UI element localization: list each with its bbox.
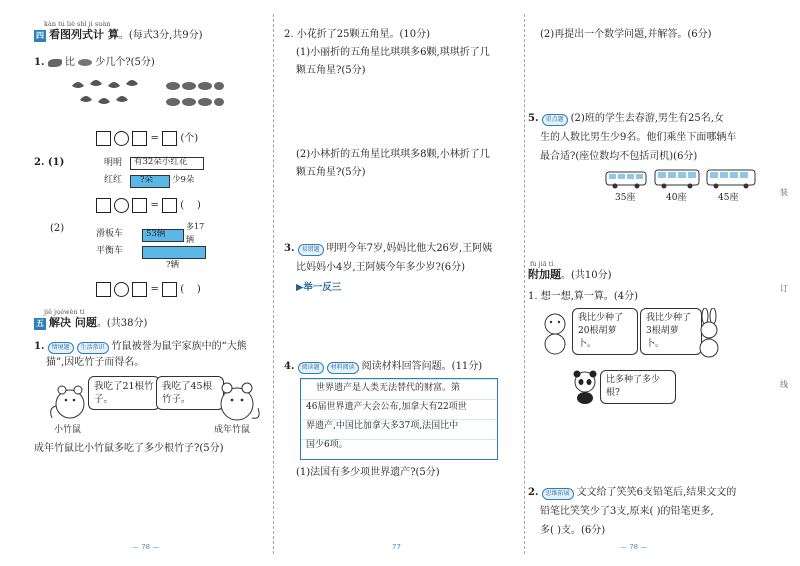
birds-illustration [70, 78, 160, 112]
answer-box[interactable] [162, 131, 177, 146]
answer-box[interactable] [162, 198, 177, 213]
fish-icon [78, 59, 92, 66]
q2-less-label: 少9朵 [172, 175, 195, 185]
m-q2-1b: 颗五角星?(5分) [296, 65, 366, 76]
answer-box[interactable] [132, 131, 147, 146]
answer-box[interactable] [162, 282, 177, 297]
tag-reading: 阅读题 [298, 362, 324, 374]
section-5-badge: 五 [36, 319, 44, 328]
e1-head: 1. 想一想,算一算。(4分) [528, 291, 639, 302]
sheep-icon [540, 310, 570, 356]
m-q4-mat4: 国少6项。 [306, 440, 348, 450]
m-q2-2b: 颗五角星?(5分) [296, 167, 366, 178]
binding-mark-1: 装 [780, 188, 788, 197]
panda-icon [572, 370, 598, 404]
p1-line1: 1. 情境题 生活常识 竹鼠被誉为鼠宇家族中的“大熊 [34, 341, 247, 352]
operator-circle[interactable] [114, 282, 129, 297]
q2b-more-label: 多17辆 [186, 222, 205, 244]
bus-icon-3 [706, 168, 756, 190]
answer-box[interactable] [96, 131, 111, 146]
m-q4-1: (1)法国有多少项世界遗产?(5分) [296, 467, 440, 478]
column-divider-left [273, 14, 274, 554]
e2-a: 2. 思维拓展 文文给了笑笑6支铅笔后,结果文文的 [528, 487, 737, 498]
page-number-right: — 78 — [620, 543, 648, 551]
name-small-rat: 小竹鼠 [54, 425, 82, 435]
pinyin-section-4: kàn tú liè shì jì suàn [44, 20, 111, 28]
q2b-q-label: ?辆 [166, 260, 180, 270]
extra-heading: 附加题。(共10分) [528, 268, 612, 281]
bus-label-2: 40座 [666, 193, 687, 203]
q2-label: 2. (1) [34, 157, 65, 168]
tag-material: 材料阅读 [327, 362, 359, 374]
pinyin-extra: fù jiā tí [530, 260, 554, 268]
bus-icon-2 [654, 168, 700, 190]
bird-icon [48, 59, 62, 67]
page-number-left: — 78 — [132, 543, 160, 551]
binding-mark-2: 订 [780, 284, 788, 293]
r-q5-c: 最合适?(座位数均不包括司机)(6分) [540, 151, 698, 162]
section-4-badge: 四 [36, 31, 44, 40]
section-5-heading: 五 解决 问题。(共38分) [36, 316, 148, 329]
p1-line2: 猫”,因吃竹子而得名。 [46, 357, 145, 368]
q2-hong-label: 红红 [104, 175, 123, 185]
m-q3-b: 比妈妈小4岁,王阿姨今年多少岁?(6分) [296, 262, 466, 273]
e2-c: 多( )支。(6分) [540, 525, 606, 536]
operator-circle[interactable] [114, 131, 129, 146]
tag-thinking: 思维拓展 [542, 488, 574, 500]
m-q3-a: 3. 易错题 明明今年7岁,妈妈比他大26岁,王阿姨 [284, 243, 493, 254]
q1-line: 1. 比 少几个?(5分) [34, 57, 155, 68]
q2-hong-bar-text: ?朵 [140, 175, 154, 185]
tag-key: 重点题 [542, 114, 568, 126]
tag-error-prone: 易错题 [298, 244, 324, 256]
m-q4-head: 4. 阅读题 材料阅读 阅读材料回答问题。(11分) [284, 361, 483, 372]
m-q4-mat1: 世界遗产是人类无法替代的财富。第 [316, 383, 461, 393]
m-q3-extra[interactable]: ▶举一反三 [296, 282, 342, 293]
r-q5-a: 5. 重点题 (2)班的学生去春游,男生有25名,女 [528, 113, 724, 124]
fish-illustration [165, 78, 225, 112]
q2b-hb-bar-text: 53辆 [146, 229, 166, 239]
section-4-heading: 四 看图列式计 算。(每式3分,共9分) [36, 28, 203, 41]
q2-ming-label: 明明 [104, 158, 123, 168]
answer-box[interactable] [132, 198, 147, 213]
q2b-equation: = ( ) [96, 282, 201, 297]
bus-label-3: 45座 [718, 193, 739, 203]
e2-b: 铅笔比笑笑少了3支,原来( )的铅笔更多, [540, 506, 714, 517]
tag-life: 生活常识 [77, 342, 109, 354]
q2b-label: (2) [50, 223, 65, 234]
m-q2-2a: (2)小林折的五角星比琪琪多8颗,小林折了几 [296, 149, 490, 160]
bubble-sheep: 我比少种了20根胡萝卜。 [572, 308, 638, 355]
column-divider-right [524, 14, 525, 554]
q2b-hb-label: 滑板车 [96, 229, 124, 239]
m-q2-head: 2. 小花折了25颗五角星。(10分) [284, 29, 430, 40]
q2b-ph-bar [142, 246, 206, 259]
bubble-rabbit: 我比少种了3根胡萝卜。 [640, 308, 702, 355]
q2-ming-bar-text: 有32朵小红花 [134, 157, 188, 167]
bubble-adult-rat: 我吃了45根竹子。 [156, 376, 224, 410]
bus-icon-1 [605, 170, 647, 190]
q2b-ph-label: 平衡车 [96, 246, 124, 256]
name-adult-rat: 成年竹鼠 [214, 425, 251, 435]
bubble-panda: 比多种了多少根? [600, 370, 676, 404]
q2-equation: = ( ) [96, 198, 201, 213]
binding-mark-3: 线 [780, 380, 788, 389]
adult-bamboo-rat-icon [214, 374, 260, 424]
answer-box[interactable] [96, 198, 111, 213]
r-q4-2: (2)再提出一个数学问题,并解答。(6分) [540, 29, 712, 40]
bubble-small-rat: 我吃了21根竹子。 [88, 376, 160, 410]
m-q4-mat3: 界遗产,中国比加拿大多37项,法国比中 [306, 421, 459, 431]
q1-equation: = (个) [96, 131, 198, 146]
tag-scenario: 情境题 [48, 342, 74, 354]
operator-circle[interactable] [114, 198, 129, 213]
bus-label-1: 35座 [615, 193, 636, 203]
small-bamboo-rat-icon [50, 378, 90, 422]
rabbit-icon [694, 308, 724, 358]
answer-box[interactable] [96, 282, 111, 297]
m-q4-mat2: 46届世界遗产大会公布,加拿大有22项世 [306, 402, 467, 412]
r-q5-b: 生的人数比男生少9名。他们乘坐下面哪辆车 [540, 132, 737, 143]
p1-question: 成年竹鼠比小竹鼠多吃了多少根竹子?(5分) [34, 443, 224, 454]
pinyin-section-5: jiě juéwèn tí [44, 308, 85, 316]
m-q2-1a: (1)小丽折的五角星比琪琪多6颗,琪琪折了几 [296, 47, 490, 58]
answer-box[interactable] [132, 282, 147, 297]
page-number-middle: 77 [392, 543, 401, 551]
